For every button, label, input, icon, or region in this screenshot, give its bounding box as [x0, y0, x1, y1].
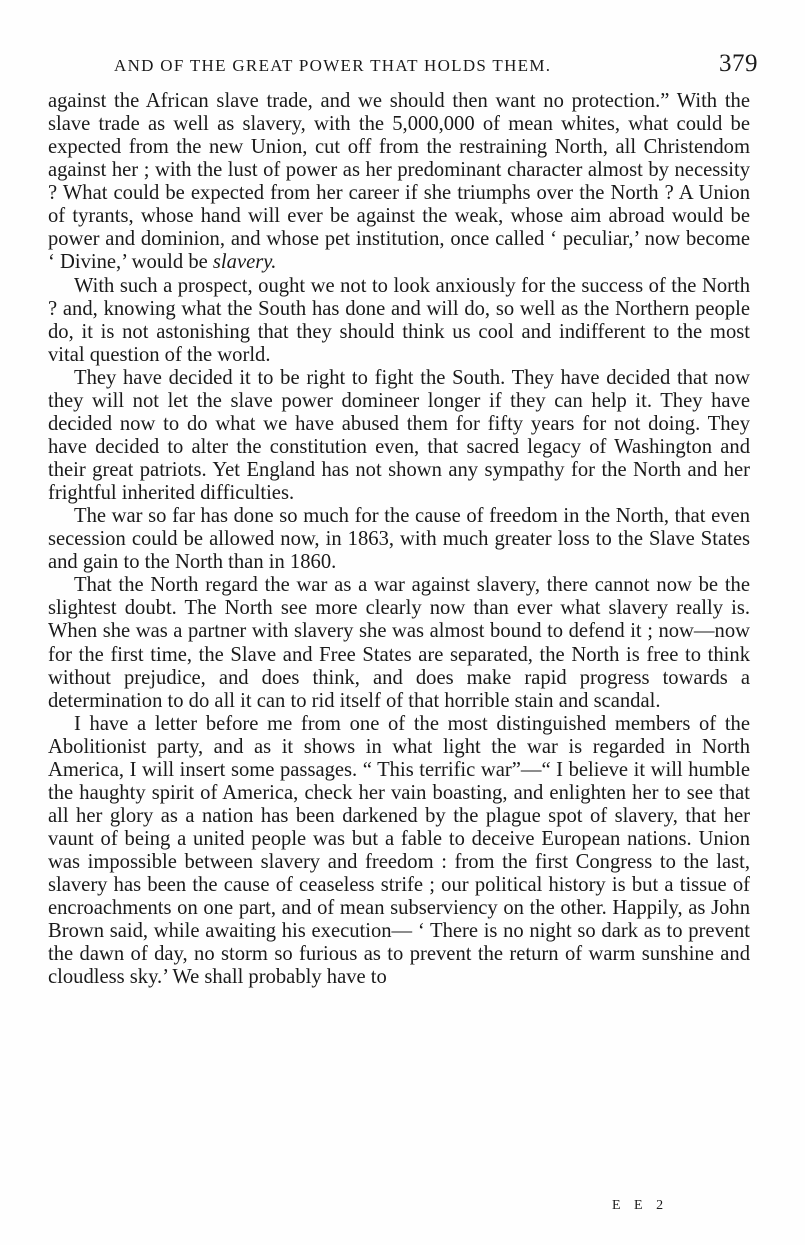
paragraph-6: I have a letter before me from one of the most distinguished members of the Abolitionist party, and as it shows in what light the war is regarded in North America, I will insert some passages. “ This terrific war”—“ I believe it will humble the haughty spirit of America, check her vain boasting, and enlighten her to see that all her glory as a nation has been darkened by the plague spot of slavery, that her vaunt of being a united people was but a fable to deceive European nations. Union was impossible between slavery and freedom : from the first Congress to the last, slavery has been the cause of ceaseless strife ; our political history is but a tissue of encroachments on one part, and of mean subserviency on the other. Happily, as John Brown said, while awaiting his execution— ‘ There is no night so dark as to prevent the dawn of day, no storm so furious as to prevent the return of warm sunshine and cloudless sky.’ We shall probably have to	[48, 712, 750, 989]
page-number: 379	[719, 50, 758, 77]
paragraph-5: That the North regard the war as a war against slavery, there cannot now be the slightest doubt. The North see more clearly now than ever what slavery really is. When she was a partner with slavery she was almost bound to defend it ; now—now for the first time, the Slave and Free States are separated, the North is free to think without prejudice, and does think, and does make rapid progress towards a determination to do all it can to rid itself of that horrible stain and scandal.	[48, 574, 750, 712]
signature-mark: E E 2	[612, 1198, 669, 1213]
paragraph-1	[48, 90, 750, 275]
paragraph-2: With such a prospect, ought we not to look anxiously for the success of the North ? and, knowing what the South has done and will do, so well as the Northern people do, it is not astonishing that they should think us cool and indifferent to the most vital question of the world.	[48, 274, 750, 366]
body-text	[48, 90, 750, 989]
paragraph-3: They have decided it to be right to fight the South. They have decided that now they will not let the slave power domineer longer if they can help it. They have decided now to do what we have abused them for fifty years for not doing. They have decided to alter the constitution even, that sacred legacy of Washington and their great patriots. Yet England has not shown any sympathy for the North and her frightful inherited difficulties.	[48, 366, 750, 505]
running-head	[48, 50, 758, 80]
paragraph-1-emphasis: slavery.	[212, 251, 277, 274]
paragraph-4: The war so far has done so much for the cause of freedom in the North, that even secession could be allowed now, in 1863, with much greater loss to the Slave States and gain to the North than in 1860.	[48, 505, 750, 574]
running-title: AND OF THE GREAT POWER THAT HOLDS THEM.	[114, 56, 552, 75]
paragraph-1-text: against the African slave trade, and we should then want no protection.” With the slave trade as well as slavery, with the 5,000,000 of mean whites, what could be expected from the new Union, cut off from the restraining North, all Christendom against her ; with the lust of power as her predominant character almost by necessity ? What could be expected from her career if she triumphs over the North ? A Union of tyrants, whose hand will ever be against the weak, whose aim abroad would be power and dominion, and whose pet institution, once called ‘ peculiar,’ now become ‘ Divine,’ would be	[48, 90, 750, 274]
